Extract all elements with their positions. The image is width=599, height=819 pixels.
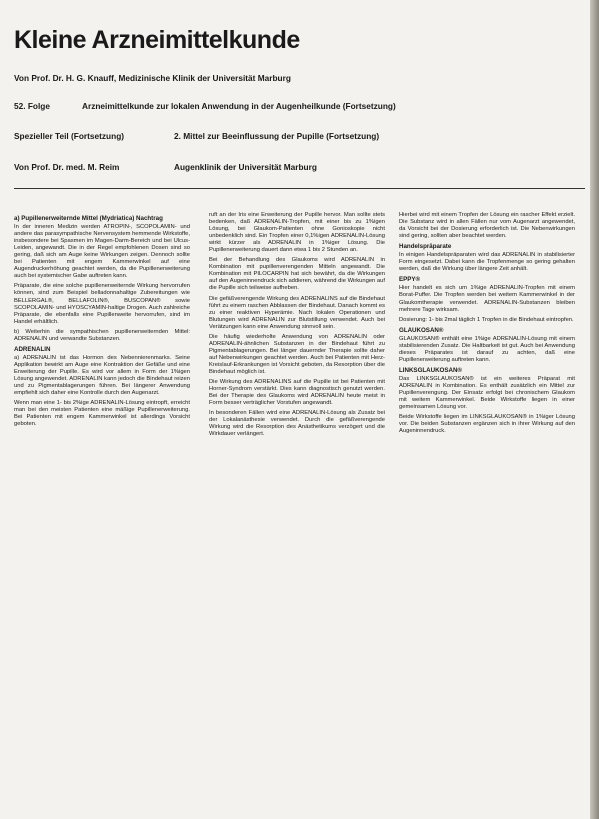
- paragraph: In einigen Handelspräparaten wird das ADRENALIN in stabilisierter Form eingesetzt. Dabei kann die Tropfenmenge so gering gehalten werden, daß die Wirkung über längere Zeit anhält.: [399, 252, 575, 273]
- paragraph: Hier handelt es sich um 1%ige ADRENALIN-Tropfen mit einem Borat-Puffer. Die Tropfen werden bei weitem Kammerwinkel in der Glaukomtherapie verwendet. ADRENALIN-Substanzen bleiben mehrere Tage wirksam.: [399, 285, 575, 313]
- paragraph: Hierbei wird mit einem Tropfen der Lösung ein rascher Effekt erzielt. Die Substanz wird in allen Fällen nur vom Augenarzt angewendet, da Vorsicht bei der Dosierung erforderlich ist. Die Nebenwirkungen sind gering, sollten aber beachtet werden.: [399, 212, 575, 240]
- paragraph: Dosierung: 1- bis 2mal täglich 1 Tropfen in die Bindehaut eintropfen.: [399, 316, 574, 323]
- paragraph: GLAUKOSAN® enthält eine 1%ige ADRENALIN-Lösung mit einem stabilisierenden Zusatz. Die Haltbarkeit ist gut. Auch bei Anwendung dieses Präparates ist darauf zu achten, daß eine Pupillenerweiterung auftreten kann.: [399, 335, 575, 363]
- paragraph: Wenn man eine 1- bis 2%ige ADRENALIN-Lösung eintropft, erreicht man bei den meisten Patienten eine mäßige Pupillenerweiterung. Bei Patienten mit engem Kammerwinkel ist allerdings Vorsicht geboten.: [14, 400, 190, 428]
- paragraph: b) Weiterhin die sympathischen pupillenerweiternden Mittel: ADRENALIN und verwandte Substanzen.: [14, 328, 190, 342]
- paragraph: ruft an der Iris eine Erweiterung der Pupille hervor. Man sollte stets bedenken, daß ADRENALIN-Tropfen, mit einer bis zu 1%igen Lösung, bei Glaukom-Patienten ohne Gonioskopie nicht unbedenklich sind. Ein Tropfen einer 0,1%igen ADRENALIN-Lösung wirkt kürzer als ADRENALIN in 1%iger Lösung. Die Pupillenerweiterung dauert dann etwa 1 bis 2 Stunden an.: [209, 212, 385, 254]
- paragraph: Das LINKSGLAUKOSAN® ist ein weiteres Präparat mit ADRENALIN in Kombination. Es enthält zusätzlich ein Mittel zur Pupillenverengung. Der Einsatz erfolgt bei chronischem Glaukom mit weitem Kammerwinkel. Beide Wirkstoffe liegen in einer gemeinsamen Lösung vor.: [399, 375, 575, 411]
- paragraph: Beide Wirkstoffe liegen im LINKSGLAUKOSAN® in 1%iger Lösung vor. Die beiden Substanzen ergänzen sich in ihrer Wirkung auf den Augeninnendruck.: [399, 414, 575, 435]
- section-heading: a) Pupillenerweiternde Mittel (Mydriatica) Nachtrag: [14, 215, 163, 222]
- sequence-topic: Arzneimittelkunde zur lokalen Anwendung in der Augenheilkunde (Fortsetzung): [82, 101, 396, 111]
- coauthor-affiliation: Augenklinik der Universität Marburg: [174, 162, 317, 172]
- paragraph: In der inneren Medizin werden ATROPIN-, SCOPOLAMIN- und andere das parasympathische Nervensystem hemmende Wirkstoffe, insbesondere bei Spasmen im Magen-Darm-Bereich und bei Ulcus-Leiden, angewandt. Die in der Regel empfohlenen Dosen sind so gering, daß sich am Auge keine Wirkungen zeigen. Dennoch sollte bei Patienten mit engem Kammerwinkel auf eine Augendruckerhöhung geachtet werden, da die Pupillenerweiterung auch bei systemischer Gabe auftreten kann.: [14, 224, 190, 280]
- paragraph: Die Wirkung des ADRENALINS auf die Pupille ist bei Patienten mit Horner-Syndrom verstärkt. Dies kann diagnostisch genutzt werden. Bei der Therapie des Glaukoms wird ADRENALIN heute meist in Form besser verträglicher Vorstufen angewandt.: [209, 379, 385, 407]
- special-part: Spezieller Teil (Fortsetzung): [14, 131, 125, 141]
- section-heading: EPPY®: [399, 276, 421, 284]
- paragraph: a) ADRENALIN ist das Hormon des Nebennierenmarks. Seine Applikation bewirkt am Auge eine Kontraktion der Gefäße und eine Erweiterung der Pupille. Es wird vor allem in Form der 1%igen Lösung angewendet. ADRENALIN kann jedoch die Bindehaut reizen und zu Pigmentablagerungen führen. Bei längerer Anwendung empfiehlt sich daher eine Kontrolle durch den Augenarzt.: [14, 354, 190, 397]
- coauthor-name: Von Prof. Dr. med. M. Reim: [14, 162, 120, 172]
- special-topic: 2. Mittel zur Beeinflussung der Pupille (Fortsetzung): [174, 131, 380, 141]
- section-heading: LINKSGLAUKOSAN®: [399, 366, 462, 374]
- paragraph: Die gefäßverengende Wirkung des ADRENALINS auf die Bindehaut führt zu einem raschen Abblassen der Bindehaut. Danach kommt es zu einer reaktiven Hyperämie. Nach lokalen Operationen und Blutungen wird ADRENALIN zur Blutstillung verwendet. Auch bei Verätzungen kann eine Anwendung sinnvoll sein.: [209, 295, 385, 330]
- coauthor-line: [14, 162, 317, 172]
- text-column-2: [209, 212, 385, 812]
- section-heading: ADRENALIN: [14, 345, 51, 353]
- author-line: Von Prof. Dr. H. G. Knauff, Medizinische Klinik der Universität Marburg: [14, 73, 291, 83]
- page-title: Kleine Arzneimittelkunde: [14, 26, 300, 54]
- header-divider: [14, 188, 585, 189]
- sequence-number: 52. Folge: [14, 101, 50, 111]
- paragraph: Die häufig wiederholte Anwendung von ADRENALIN oder ADRENALIN-ähnlichen Substanzen in der Bindehaut führt zu Pigmentablagerungen. Bei länger dauernder Therapie sollte daher auf Nebenwirkungen geachtet werden. Auch bei Patienten mit Herz-Kreislauf-Erkrankungen ist Vorsicht geboten, da Resorption über die Bindehaut möglich ist.: [209, 333, 385, 375]
- sequence-line: [14, 101, 396, 111]
- section-heading: GLAUKOSAN®: [399, 326, 444, 334]
- text-column-1: [14, 212, 190, 812]
- special-part-line: [14, 131, 379, 141]
- paragraph: In besonderen Fällen wird eine ADRENALIN-Lösung als Zusatz bei der Lokalanästhesie verwendet. Durch die gefäßverengende Wirkung wird die Resorption des Anästhetikums verzögert und die Wirkdauer verlängert.: [209, 410, 385, 438]
- text-column-3: [399, 212, 575, 812]
- paragraph: Präparate, die eine solche pupillenerweiternde Wirkung hervorrufen können, sind zum Beispiel belladonnahaltige Zubereitungen wie BELLERGAL®, BELLAFOLIN®, BUSCOPAN® sowie SCOPOLAMIN- und HYOSCYAMIN-haltige Drogen. Auch zahlreiche Präparate, die ebenfalls eine Pupillenweite hervorrufen, sind im Handel erhältlich.: [14, 283, 190, 325]
- paragraph: Bei der Behandlung des Glaukoms wird ADRENALIN in Kombination mit pupillenverengenden Mitteln angewandt. Die Kombination mit PILOCARPIN hat sich bewährt, da die Wirkungen auf den Augeninnendruck sich addieren, während die Wirkungen auf die Pupille sich teilweise aufheben.: [209, 257, 385, 292]
- section-heading: Handelspräparate: [399, 243, 452, 251]
- page-edge-shadow: [590, 0, 599, 819]
